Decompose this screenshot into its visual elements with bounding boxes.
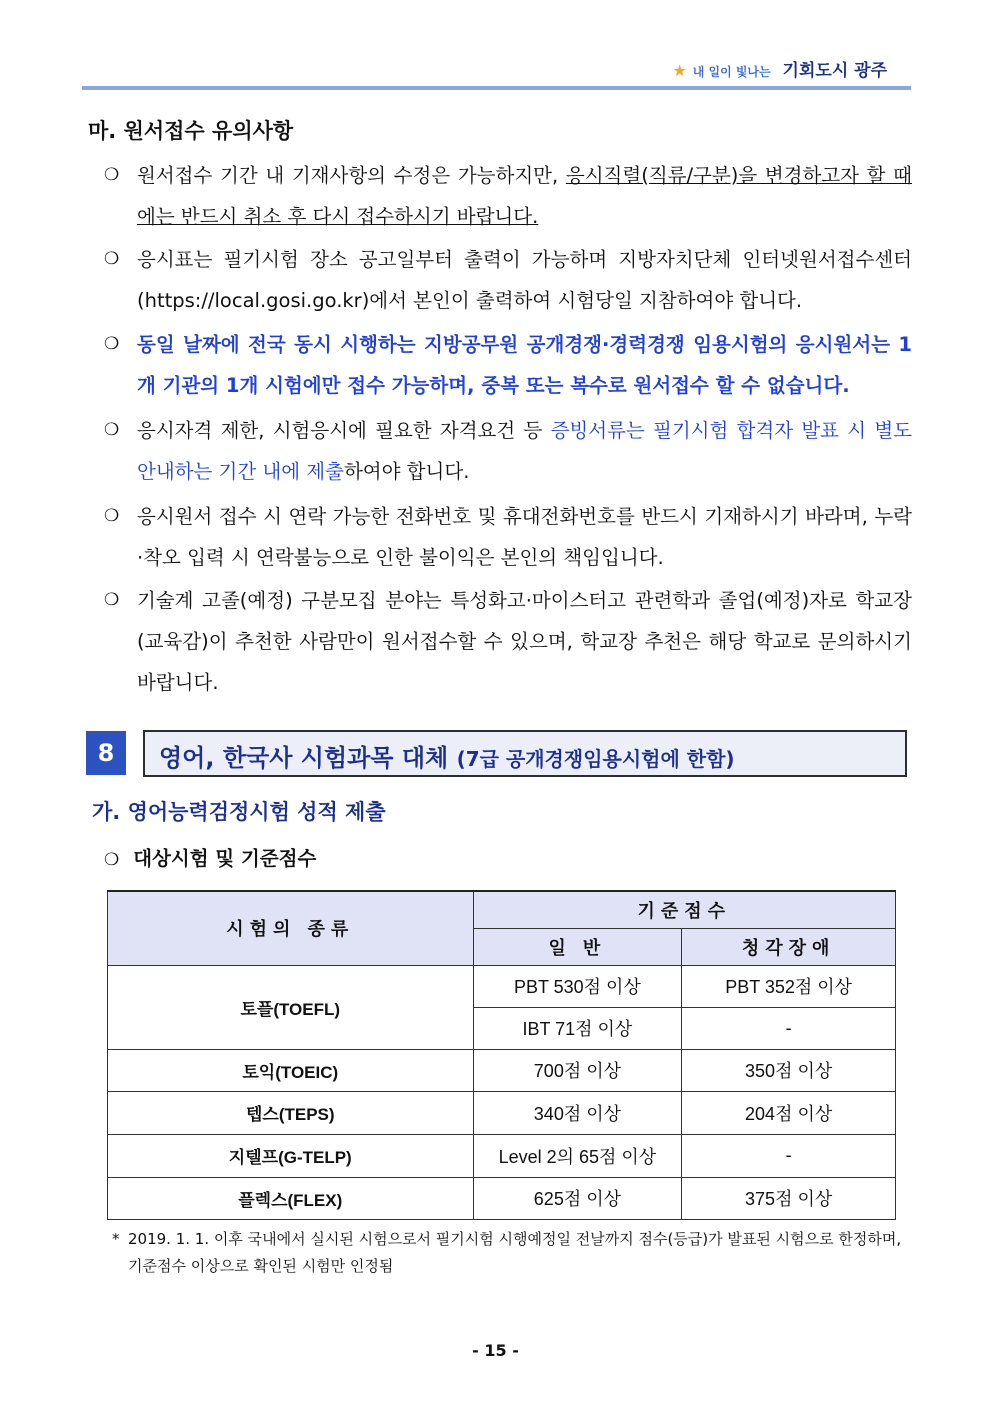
header-exam-type: 시험의 종류	[108, 891, 474, 965]
footnote-text: 2019. 1. 1. 이후 국내에서 실시된 시험으로서 필기시험 시행예정일 전날까지 점수(등급)가 발표된 시험으로 한정하며, 기준점수 이상으로 확인된 시험만 인정됨	[128, 1230, 902, 1275]
hearing-score: -	[682, 1134, 896, 1177]
header-hearing: 청각장애	[682, 928, 896, 965]
header-rule	[82, 86, 911, 90]
star-icon: ★	[672, 61, 687, 80]
bullet-1	[104, 155, 912, 237]
bullet-mark: ❍	[104, 249, 120, 269]
bullet-1-underline: 응시직렬(직류/구분)을 변경하고자 할 때에는 반드시 취소 후 다시 접수하시기 바랍니다.	[137, 164, 912, 228]
bullet-6-text: 기술계 고졸(예정) 구분모집 분야는 특성화고·마이스터고 관련학과 졸업(예정)자로 학교장(교육감)이 추천한 사람만이 원서접수할 수 있으며, 학교장 추천은 해당 학교로 문의하시기 바랍니다.	[137, 589, 912, 694]
header-logo	[672, 56, 887, 81]
score-table	[107, 890, 896, 1220]
bullet-5	[104, 496, 912, 578]
hearing-score: 350점 이상	[682, 1049, 896, 1091]
table-row	[108, 1049, 896, 1091]
bullet-3-text: 동일 날짜에 전국 동시 시행하는 지방공무원 공개경쟁·경력경쟁 임용시험의 응시원서는 1개 기관의 1개 시험에만 접수 가능하며, 중복 또는 복수로 원서접수 할 수 없습니다.	[137, 333, 912, 397]
exam-name: 토플(TOEFL)	[108, 965, 474, 1049]
bullet-6	[104, 580, 912, 703]
slogan-small: 내 일이 빛나는	[692, 65, 771, 79]
exam-name: 텝스(TEPS)	[108, 1091, 474, 1134]
hearing-score: -	[682, 1007, 896, 1049]
section-8-title-main: 영어, 한국사 시험과목 대체	[159, 744, 449, 772]
section-8-title-sub: (7급 공개경쟁임용시험에 한함)	[456, 747, 735, 771]
sub-bullet	[104, 843, 316, 871]
exam-name: 플렉스(FLEX)	[108, 1177, 474, 1219]
hearing-score: PBT 352점 이상	[682, 965, 896, 1007]
bullet-2-text: 응시표는 필기시험 장소 공고일부터 출력이 가능하며 지방자치단체 인터넷원서접수센터(https://local.gosi.go.kr)에서 본인이 출력하여 시험당일 지참하여야 합니다.	[137, 248, 912, 312]
section-ma-title: 마. 원서접수 유의사항	[88, 119, 294, 143]
bullet-2	[104, 239, 912, 321]
bullet-mark: ❍	[104, 850, 120, 870]
bullet-mark: ❍	[104, 334, 120, 354]
section-8-title	[159, 738, 735, 773]
exam-name: 토익(TOEIC)	[108, 1049, 474, 1091]
footnote-mark: *	[112, 1230, 120, 1248]
header-general: 일 반	[473, 928, 682, 965]
hearing-score: 375점 이상	[682, 1177, 896, 1219]
bullet-1-text: 원서접수 기간 내 기재사항의 수정은 가능하지만,	[137, 164, 566, 187]
hearing-score: 204점 이상	[682, 1091, 896, 1134]
bullet-4-post: 하여야 합니다.	[343, 460, 470, 483]
header-score: 기준점수	[473, 891, 895, 928]
footnote	[112, 1226, 912, 1280]
section-8-badge: 8	[86, 731, 126, 775]
table-row	[108, 1091, 896, 1134]
general-score: Level 2의 65점 이상	[473, 1134, 682, 1177]
page-number: - 15 -	[472, 1341, 519, 1360]
bullet-mark: ❍	[104, 506, 120, 526]
table-row	[108, 965, 896, 1007]
general-score: 340점 이상	[473, 1091, 682, 1134]
bullet-mark: ❍	[104, 165, 120, 185]
exam-name: 지텔프(G-TELP)	[108, 1134, 474, 1177]
bullet-4	[104, 410, 912, 492]
general-score: IBT 71점 이상	[473, 1007, 682, 1049]
bullet-4-blue: 증빙서류는 필기시험 합격자 발표 시 별도 안내하는 기간 내에 제출	[137, 419, 912, 483]
bullet-3	[104, 324, 912, 406]
table-row	[108, 1177, 896, 1219]
section-8-title-box	[143, 730, 907, 777]
subsection-ga-title: 가. 영어능력검정시험 성적 제출	[92, 800, 386, 824]
general-score: PBT 530점 이상	[473, 965, 682, 1007]
bullet-5-text: 응시원서 접수 시 연락 가능한 전화번호 및 휴대전화번호를 반드시 기재하시기 바라며, 누락·착오 입력 시 연락불능으로 인한 불이익은 본인의 책임입니다.	[137, 505, 912, 569]
sub-bullet-text: 대상시험 및 기준점수	[133, 847, 317, 870]
bullet-4-text: 응시자격 제한, 시험응시에 필요한 자격요건 등	[137, 419, 551, 442]
table-row	[108, 1134, 896, 1177]
bullet-mark: ❍	[104, 590, 120, 610]
bullet-mark: ❍	[104, 420, 120, 440]
general-score: 700점 이상	[473, 1049, 682, 1091]
slogan-big: 기회도시 광주	[782, 61, 887, 81]
general-score: 625점 이상	[473, 1177, 682, 1219]
